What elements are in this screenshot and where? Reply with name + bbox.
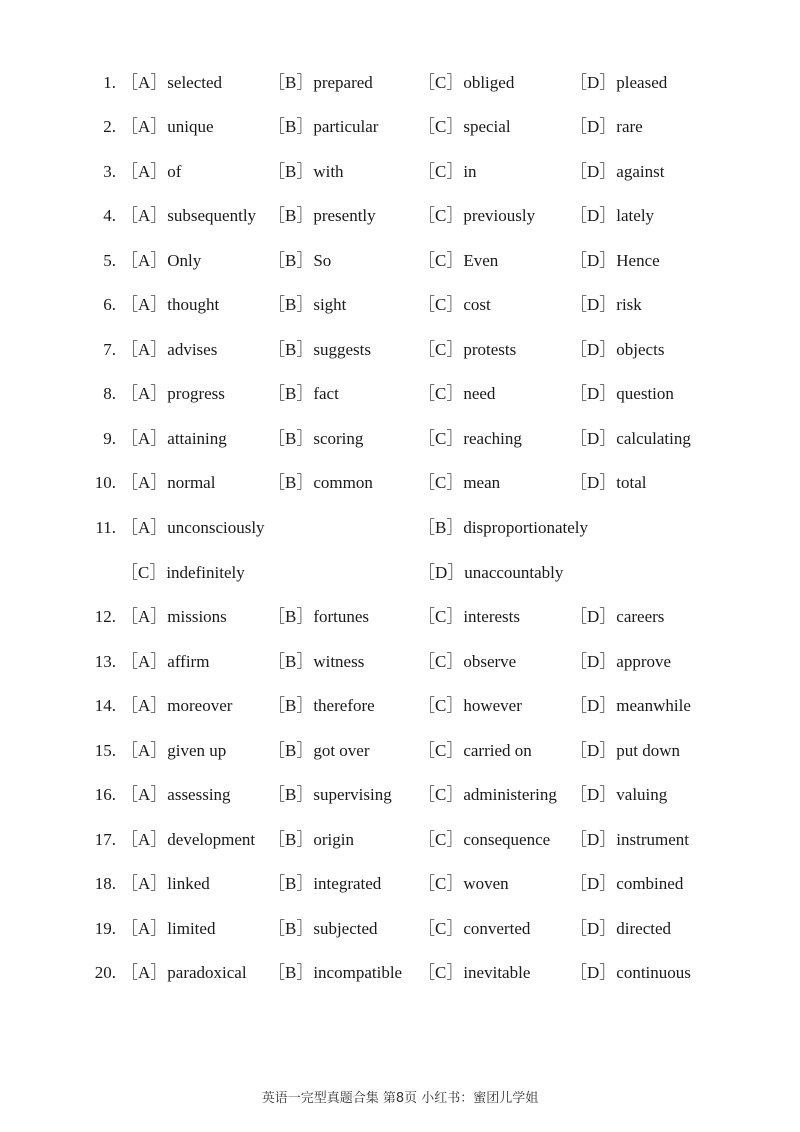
option-d: ［D］objects [570,340,665,359]
option-b: ［B］therefore [268,696,375,715]
option-d: ［D］valuing [570,785,668,804]
question-row [0,471,800,495]
question-row [0,338,800,362]
option-a: ［A］subsequently [121,206,257,225]
question-number: 7. [103,340,116,359]
question-number: 4. [103,206,116,225]
option-a: ［A］thought [121,295,220,314]
option-c: ［C］observe [418,652,517,671]
option-c: ［C］woven [418,874,509,893]
option-a: ［A］given up [121,741,227,760]
option-a: ［A］unconsciously [121,518,265,537]
option-a: ［A］progress [121,384,225,403]
option-d: ［D］question [570,384,674,403]
option-c: ［C］carried on [418,741,532,760]
option-d: ［D］continuous [570,963,691,982]
option-b: ［B］origin [268,830,354,849]
option-d: ［D］put down [570,741,681,760]
option-b: ［B］fact [268,384,339,403]
option-b: ［B］scoring [268,429,364,448]
question-row [0,382,800,406]
option-d: ［D］against [570,162,665,181]
option-c: ［C］protests [418,340,517,359]
option-d: ［D］unaccountably [418,563,564,582]
question-row [0,961,800,985]
option-c: ［C］consequence [418,830,551,849]
option-c: ［C］previously [418,206,536,225]
question-number: 20. [94,963,116,982]
option-d: ［D］combined [570,874,684,893]
question-number: 19. [94,919,116,938]
option-b: ［B］with [268,162,344,181]
question-row [0,293,800,317]
question-row [0,71,800,95]
option-d: ［D］lately [570,206,655,225]
question-number: 15. [94,741,116,760]
option-c: ［C］however [418,696,522,715]
option-b: ［B］subjected [268,919,378,938]
question-number: 14. [94,696,116,715]
option-c: ［C］reaching [418,429,522,448]
question-row [0,872,800,896]
option-b: ［B］got over [268,741,370,760]
option-a: ［A］development [121,830,256,849]
question-row [0,650,800,674]
option-a: ［A］affirm [121,652,210,671]
question-row [0,739,800,763]
option-c: ［C］mean [418,473,501,492]
option-b: ［B］suggests [268,340,371,359]
question-number: 12. [94,607,116,626]
question-row [0,115,800,139]
question-row [0,605,800,629]
option-d: ［D］risk [570,295,642,314]
option-a: ［A］advises [121,340,218,359]
option-b: ［B］fortunes [268,607,370,626]
option-b: ［B］witness [268,652,365,671]
option-c: ［C］inevitable [418,963,531,982]
question-row [0,917,800,941]
option-b: ［B］particular [268,117,379,136]
question-number: 1. [103,73,116,92]
option-d: ［D］total [570,473,647,492]
page-footer: 英语一完型真题合集 第8页 小红书：蜜团儿学姐 [261,1091,539,1106]
option-c: ［C］cost [418,295,491,314]
question-row [0,828,800,852]
question-number: 8. [103,384,116,403]
option-a: ［A］missions [121,607,227,626]
question-row [0,694,800,718]
option-c: ［C］administering [418,785,557,804]
option-d: ［D］instrument [570,830,689,849]
option-c: ［C］obliged [418,73,515,92]
question-row-continued [0,561,800,585]
option-c: ［C］need [418,384,496,403]
option-b: ［B］common [268,473,373,492]
question-number: 13. [94,652,116,671]
option-d: ［D］pleased [570,73,668,92]
question-number: 3. [103,162,116,181]
question-row [0,427,800,451]
option-a: ［A］attaining [121,429,227,448]
option-d: ［D］directed [570,919,672,938]
option-a: ［A］unique [121,117,214,136]
option-a: ［A］limited [121,919,216,938]
question-row [0,160,800,184]
option-a: ［A］moreover [121,696,233,715]
option-b: ［B］supervising [268,785,392,804]
question-number: 11. [95,518,116,537]
question-number: 17. [94,830,116,849]
option-b: ［B］integrated [268,874,382,893]
option-b: ［B］prepared [268,73,373,92]
option-d: ［D］Hence [570,251,660,270]
question-number: 18. [94,874,116,893]
option-a: ［A］Only [121,251,202,270]
option-b: ［B］sight [268,295,347,314]
question-number: 16. [94,785,116,804]
question-number: 5. [103,251,116,270]
question-number: 6. [103,295,116,314]
option-a: ［A］of [121,162,182,181]
option-d: ［D］careers [570,607,665,626]
option-b: ［B］So [268,251,332,270]
question-number: 2. [103,117,116,136]
option-c: ［C］in [418,162,477,181]
option-a: ［A］selected [121,73,223,92]
question-row [0,249,800,273]
option-b: ［B］incompatible [268,963,403,982]
option-c: ［C］indefinitely [121,563,245,582]
option-b: ［B］presently [268,206,376,225]
option-a: ［A］normal [121,473,216,492]
option-d: ［D］calculating [570,429,691,448]
option-a: ［A］paradoxical [121,963,247,982]
option-c: ［C］Even [418,251,499,270]
option-b: ［B］disproportionately [418,518,588,537]
option-c: ［C］special [418,117,511,136]
option-d: ［D］approve [570,652,672,671]
question-row [0,783,800,807]
option-a: ［A］assessing [121,785,231,804]
option-d: ［D］meanwhile [570,696,691,715]
option-a: ［A］linked [121,874,210,893]
question-number: 9. [103,429,116,448]
option-c: ［C］converted [418,919,531,938]
question-number: 10. [94,473,116,492]
option-c: ［C］interests [418,607,520,626]
option-d: ［D］rare [570,117,643,136]
question-row [0,516,800,540]
question-row [0,204,800,228]
